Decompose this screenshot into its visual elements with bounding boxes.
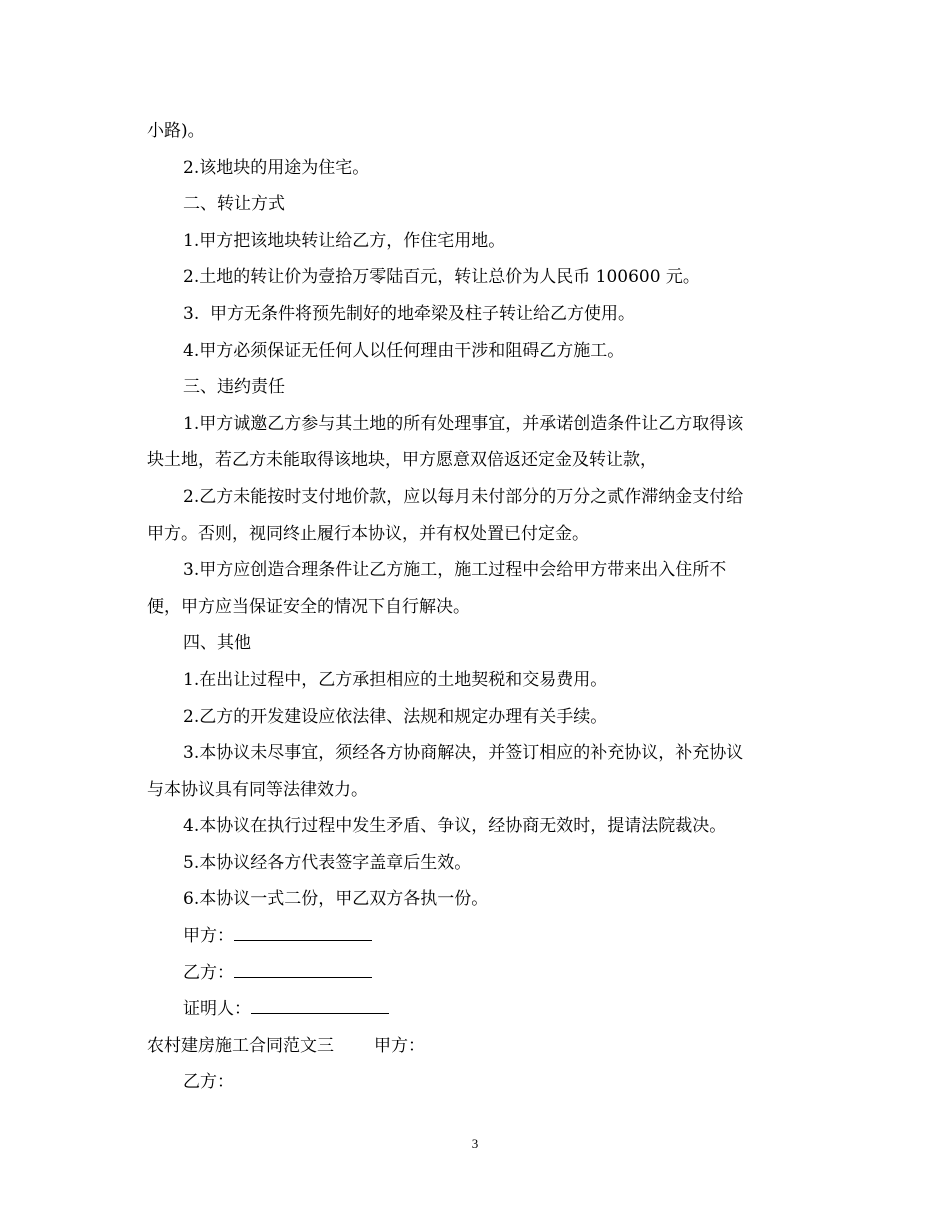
text-line: 4.甲方必须保证无任何人以任何理由干涉和阻碍乙方施工。	[183, 340, 625, 361]
text-line: 3.甲方应创造合理条件让乙方施工，施工过程中会给甲方带来出入住所不	[183, 560, 727, 581]
signature-blank	[234, 961, 372, 978]
signature-label: 乙方：	[183, 962, 234, 983]
text-line: 块土地，若乙方未能取得该地块，甲方愿意双倍返还定金及转让款，	[147, 450, 657, 471]
section-heading: 四、其他	[183, 633, 251, 654]
text-line: 2.该地块的用途为住宅。	[183, 157, 370, 178]
next-contract-title: 农村建房施工合同范文三	[147, 1035, 334, 1056]
signature-party-a	[147, 918, 807, 955]
next-party-b-label: 乙方：	[183, 1072, 234, 1093]
signature-blank	[234, 924, 372, 941]
signature-label: 证明人：	[183, 999, 251, 1020]
text-line: 5.本协议经各方代表签字盖章后生效。	[183, 852, 472, 873]
document-body	[147, 113, 807, 1101]
text-line: 2.乙方的开发建设应依法律、法规和规定办理有关手续。	[183, 706, 608, 727]
text-line: 3.本协议未尽事宜，须经各方协商解决，并签订相应的补充协议，补充协议	[183, 743, 744, 764]
signature-label: 甲方：	[183, 926, 234, 947]
text-line: 便，甲方应当保证安全的情况下自行解决。	[147, 596, 470, 617]
text-line: 2.乙方未能按时支付地价款，应以每月未付部分的万分之贰作滞纳金支付给	[183, 486, 744, 507]
text-line: 6.本协议一式二份，甲乙双方各执一份。	[183, 889, 489, 910]
next-party-a-label: 甲方：	[374, 1035, 425, 1056]
text-line: 甲方。否则，视同终止履行本协议，并有权处置已付定金。	[147, 523, 589, 544]
text-line: 3. 甲方无条件将预先制好的地牵梁及柱子转让给乙方使用。	[183, 303, 636, 324]
text-line: 1.甲方把该地块转让给乙方，作住宅用地。	[183, 230, 506, 251]
text-line: 4.本协议在执行过程中发生矛盾、争议，经协商无效时，提请法院裁决。	[183, 816, 727, 837]
signature-party-b	[147, 955, 807, 992]
text-line: 1.在出让过程中，乙方承担相应的土地契税和交易费用。	[183, 669, 608, 690]
signature-blank	[251, 997, 389, 1014]
signature-witness	[147, 991, 807, 1028]
text-line: 小路)。	[147, 121, 205, 141]
section-heading: 三、违约责任	[183, 377, 285, 398]
text-line: 1.甲方诚邀乙方参与其土地的所有处理事宜，并承诺创造条件让乙方取得该	[183, 413, 744, 434]
page-number: 3	[471, 1136, 479, 1151]
next-contract-heading	[147, 1028, 807, 1065]
text-line: 2.土地的转让价为壹拾万零陆百元，转让总价为人民币 100600 元。	[183, 267, 700, 288]
text-line: 与本协议具有同等法律效力。	[147, 779, 368, 800]
section-heading: 二、转让方式	[183, 194, 285, 215]
